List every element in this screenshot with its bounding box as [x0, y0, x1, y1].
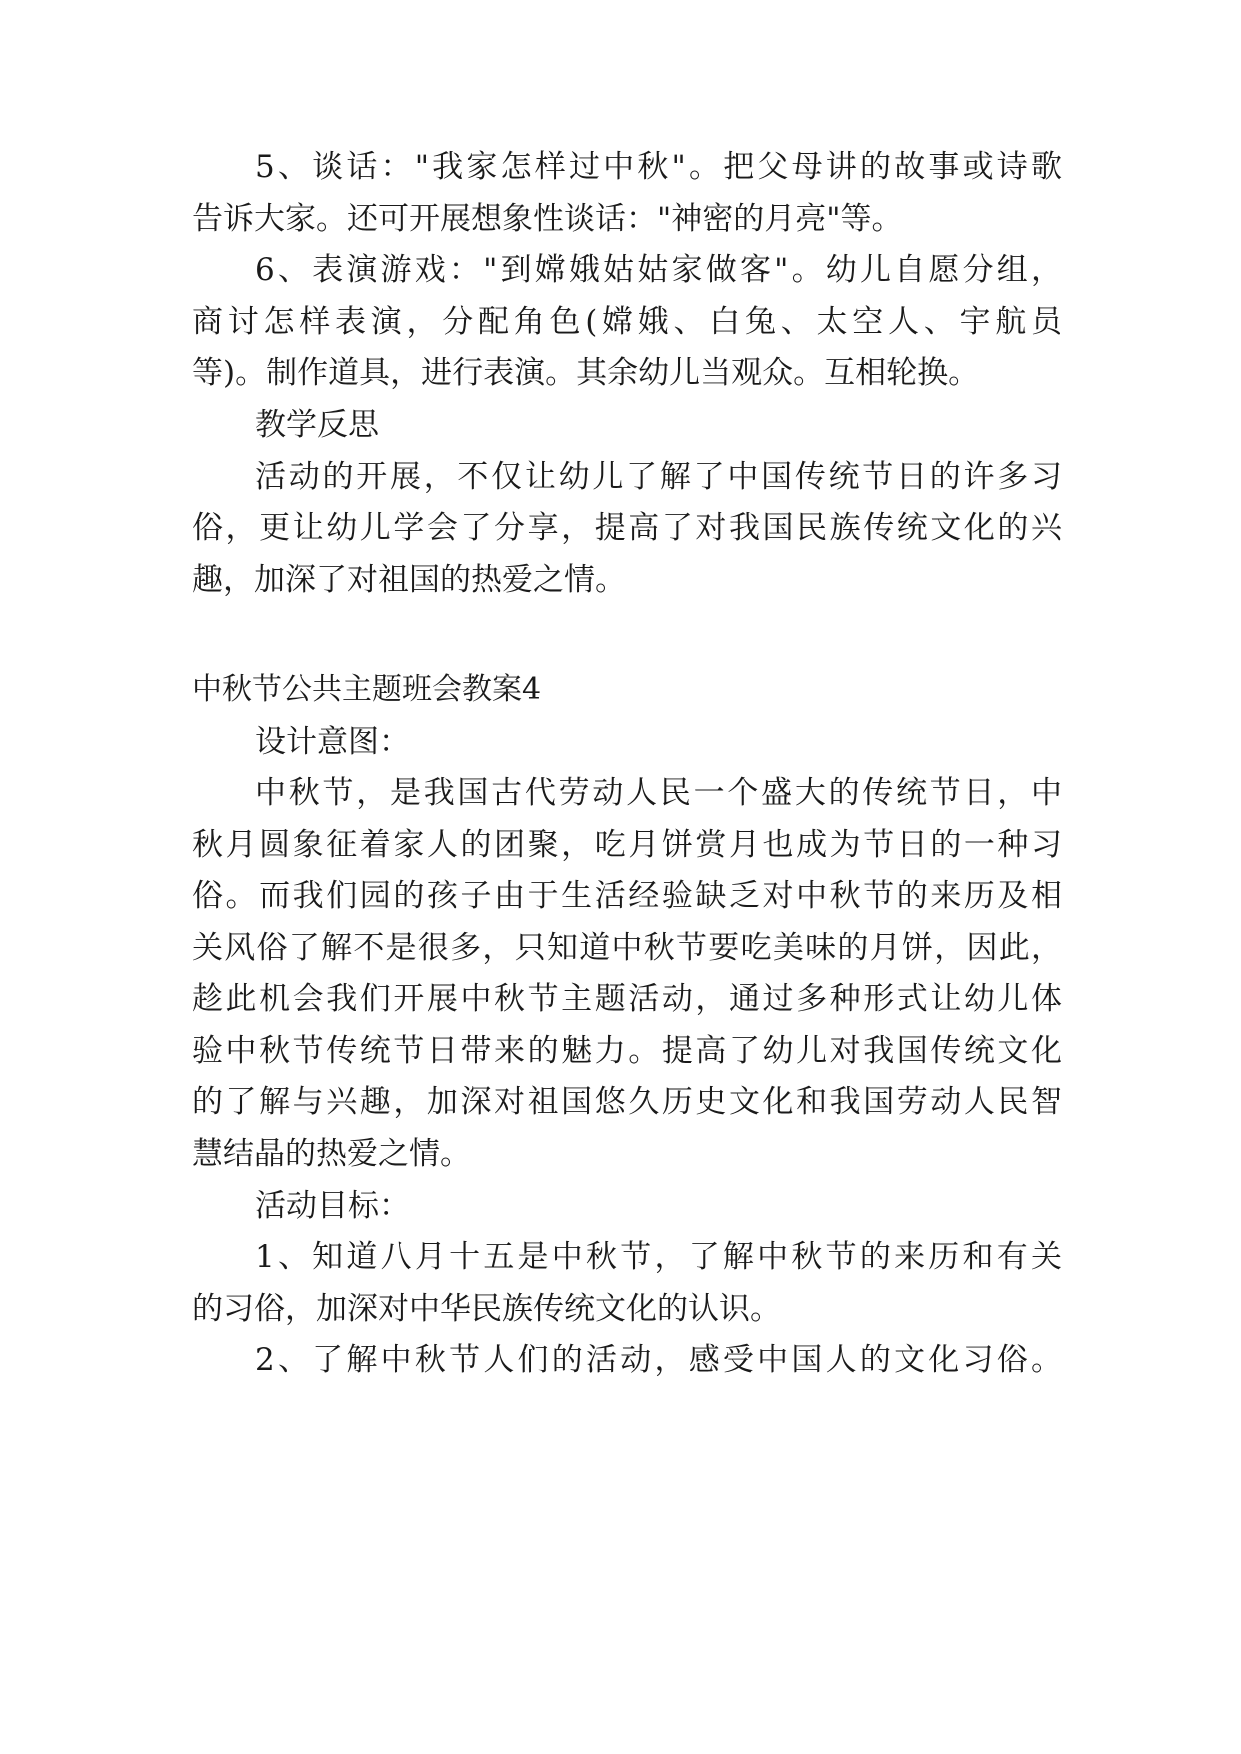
design-line-3: 俗。而我们园的孩子由于生活经验缺乏对中秋节的来历及相: [192, 878, 1062, 914]
goal-1-line-2: 的习俗，加深对中华民族传统文化的认识。: [192, 1291, 781, 1327]
design-line-8: 慧结晶的热爱之情。: [192, 1136, 471, 1172]
reflection-line-1: 活动的开展，不仅让幼儿了解了中国传统节日的许多习: [255, 459, 1062, 495]
reflection-heading: 教学反思: [255, 407, 379, 443]
reflection-line-3: 趣，加深了对祖国的热爱之情。: [192, 562, 626, 598]
reflection-line-2: 俗，更让幼儿学会了分享，提高了对我国民族传统文化的兴: [192, 510, 1062, 546]
goal-2-line-1: 2、了解中秋节人们的活动，感受中国人的文化习俗。: [255, 1342, 1062, 1378]
paragraph-talk-line-1: 5、谈话："我家怎样过中秋"。把父母讲的故事或诗歌: [255, 149, 1062, 185]
goals-heading: 活动目标：: [255, 1188, 410, 1224]
paragraph-talk-line-2: 告诉大家。还可开展想象性谈话："神密的月亮"等。: [192, 201, 903, 237]
design-line-7: 的了解与兴趣，加深对祖国悠久历史文化和我国劳动人民智: [192, 1084, 1062, 1120]
paragraph-play-line-2: 商讨怎样表演，分配角色(嫦娥、白兔、太空人、宇航员: [192, 304, 1062, 340]
section-title: 中秋节公共主题班会教案4: [192, 672, 542, 707]
design-line-2: 秋月圆象征着家人的团聚，吃月饼赏月也成为节日的一种习: [192, 827, 1062, 863]
design-line-5: 趁此机会我们开展中秋节主题活动，通过多种形式让幼儿体: [192, 981, 1062, 1017]
design-heading: 设计意图：: [255, 724, 410, 760]
design-line-6: 验中秋节传统节日带来的魅力。提高了幼儿对我国传统文化: [192, 1033, 1062, 1069]
design-line-1: 中秋节，是我国古代劳动人民一个盛大的传统节日，中: [255, 775, 1062, 811]
paragraph-play-line-3: 等)。制作道具，进行表演。其余幼儿当观众。互相轮换。: [192, 355, 980, 391]
paragraph-play-line-1: 6、表演游戏："到嫦娥姑姑家做客"。幼儿自愿分组，: [255, 252, 1062, 288]
goal-1-line-1: 1、知道八月十五是中秋节，了解中秋节的来历和有关: [255, 1239, 1062, 1275]
design-line-4: 关风俗了解不是很多，只知道中秋节要吃美味的月饼，因此，: [192, 930, 1062, 966]
